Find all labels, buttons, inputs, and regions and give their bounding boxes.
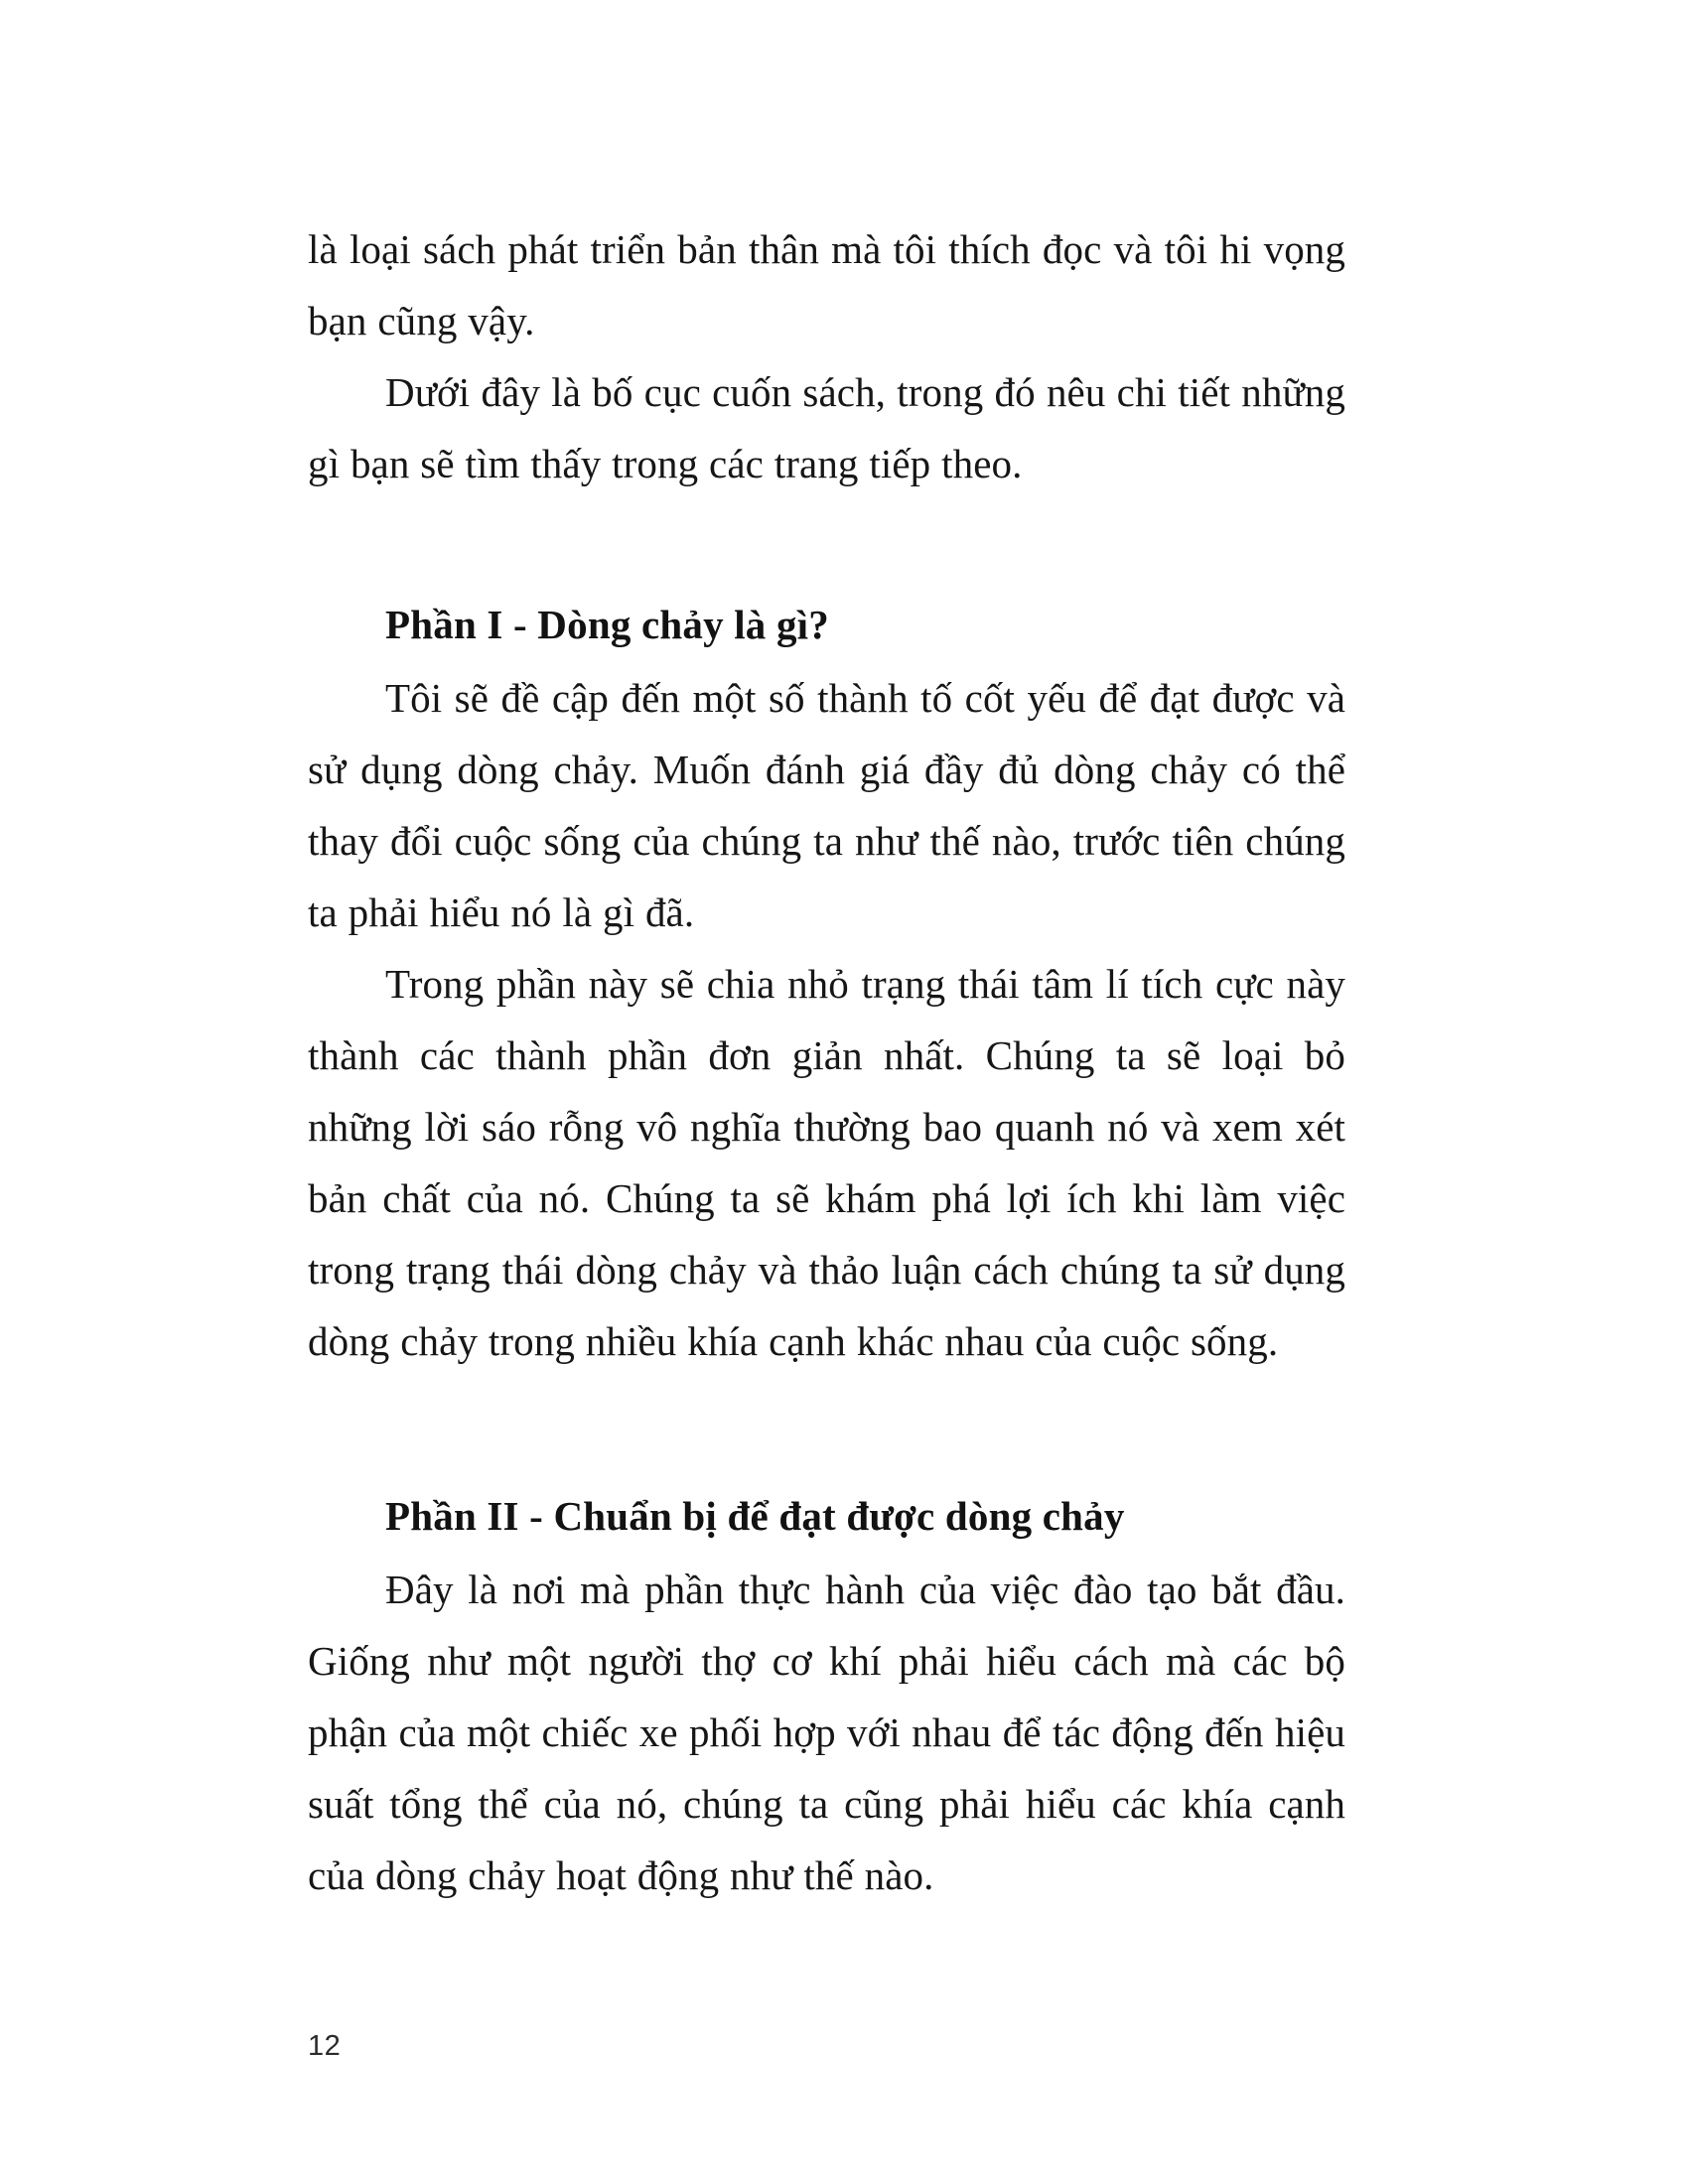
section-1-paragraph-1: Tôi sẽ đề cập đến một số thành tố cốt yếu để đạt được và sử dụng dòng chảy. Muốn đánh giá đầy đủ dòng chảy có thể thay đổi cuộc sống của chúng ta như thế nào, trước tiên chúng ta phải hiểu nó là gì đã. xyxy=(308,675,1345,935)
spacer-before-section-2 xyxy=(308,1377,1345,1484)
spacer-before-section-1 xyxy=(308,499,1345,593)
section-heading-part-1: Phần I - Dòng chảy là gì? xyxy=(385,602,829,647)
section-1-paragraph-2: Trong phần này sẽ chia nhỏ trạng thái tâm lí tích cực này thành các thành phần đơn giản nhất. Chúng ta sẽ loại bỏ những lời sáo rỗng vô nghĩa thường bao quanh nó và xem xét bản chất của nó. Chúng ta sẽ khám phá lợi ích khi làm việc trong trạng thái dòng chảy và thảo luận cách chúng ta sử dụng dòng chảy trong nhiều khía cạnh khác nhau của cuộc sống. xyxy=(308,961,1345,1364)
section-heading-part-2: Phần II - Chuẩn bị để đạt được dòng chảy xyxy=(385,1493,1125,1539)
page-content xyxy=(308,213,1345,1911)
paragraph-book-outline: Dưới đây là bố cục cuốn sách, trong đó nêu chi tiết những gì bạn sẽ tìm thấy trong các trang tiếp theo. xyxy=(308,369,1345,486)
section-2-paragraph-1: Đây là nơi mà phần thực hành của việc đào tạo bắt đầu. Giống như một người thợ cơ khí phải hiểu cách mà các bộ phận của một chiếc xe phối hợp với nhau để tác động đến hiệu suất tổng thể của nó, chúng ta cũng phải hiểu các khía cạnh của dòng chảy hoạt động như thế nào. xyxy=(308,1567,1345,1898)
paragraph-continuation: là loại sách phát triển bản thân mà tôi thích đọc và tôi hi vọng bạn cũng vậy. xyxy=(308,226,1345,343)
page-number: 12 xyxy=(308,2030,342,2062)
